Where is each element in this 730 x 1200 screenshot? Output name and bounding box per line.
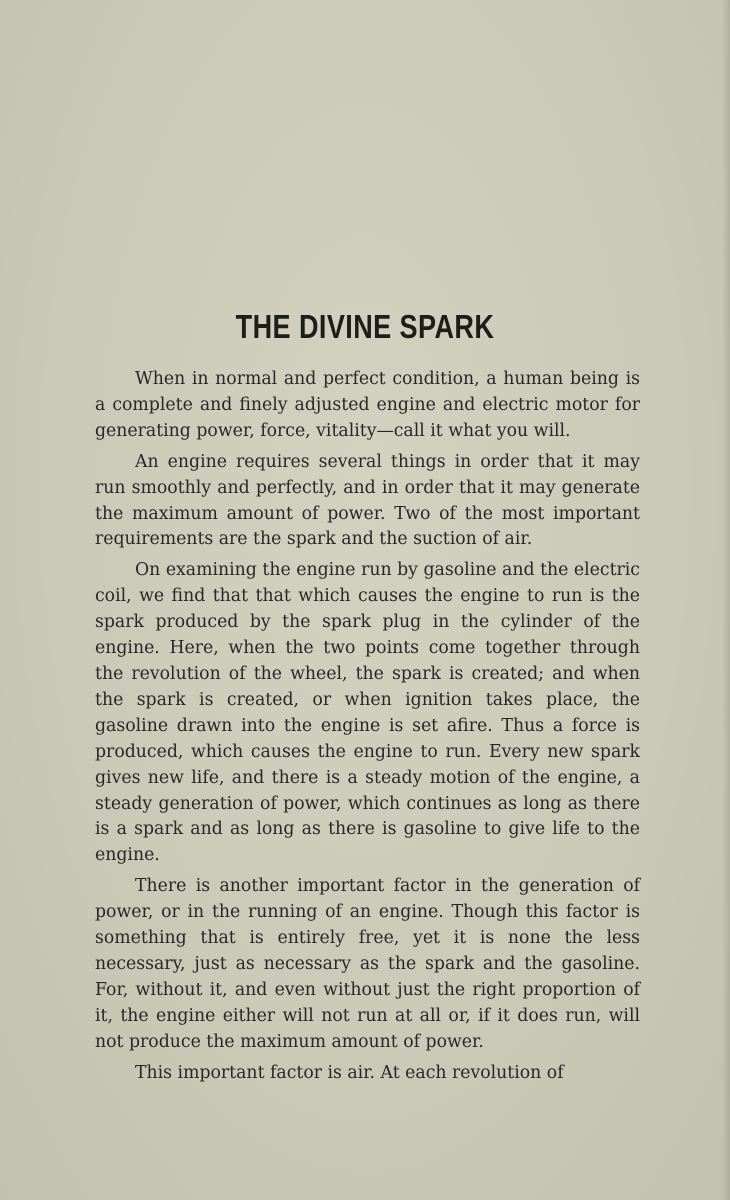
paragraph-4: There is another important factor in the generation of power, or in the running of an engine. Though this factor is something that is entirely free, yet it is none the less necessary, just as necessary as the spark and the gasoline. For, without it, and even without just the right proportion of it, the engine either will not run at all or, if it does run, will not produce the maximum amount of power.	[95, 876, 640, 1052]
paragraph-5: This important factor is air. At each revolution of	[135, 1062, 564, 1083]
page-edge-shadow	[722, 0, 730, 1200]
chapter-title: THE DIVINE SPARK	[235, 308, 495, 345]
paragraph-2: An engine requires several things in order that it may run smoothly and perfectly, and in order that it may generate the maximum amount of power. Two of the most important requirements are the spark and the suction of air.	[95, 451, 640, 550]
paragraph-3: On examining the engine run by gasoline and the electric coil, we find that that which causes the engine to run is the spark produced by the spark plug in the cylinder of the engine. Here, when the two points come together through the revolution of the wheel, the spark is created; and when the spark is created, or when ignition takes place, the gasoline drawn into the engine is set afire. Thus a force is produced, which causes the engine to run. Every new spark gives new life, and there is a steady motion of the engine, a steady generation of power, which continues as long as there is a spark and as long as there is gasoline to give life to the engine.	[95, 560, 640, 866]
paragraph-1: When in normal and perfect condition, a human being is a complete and finely adjusted engine and electric motor for generating power, force, vitality—call it what you will.	[95, 369, 640, 441]
chapter-body	[95, 367, 640, 1086]
